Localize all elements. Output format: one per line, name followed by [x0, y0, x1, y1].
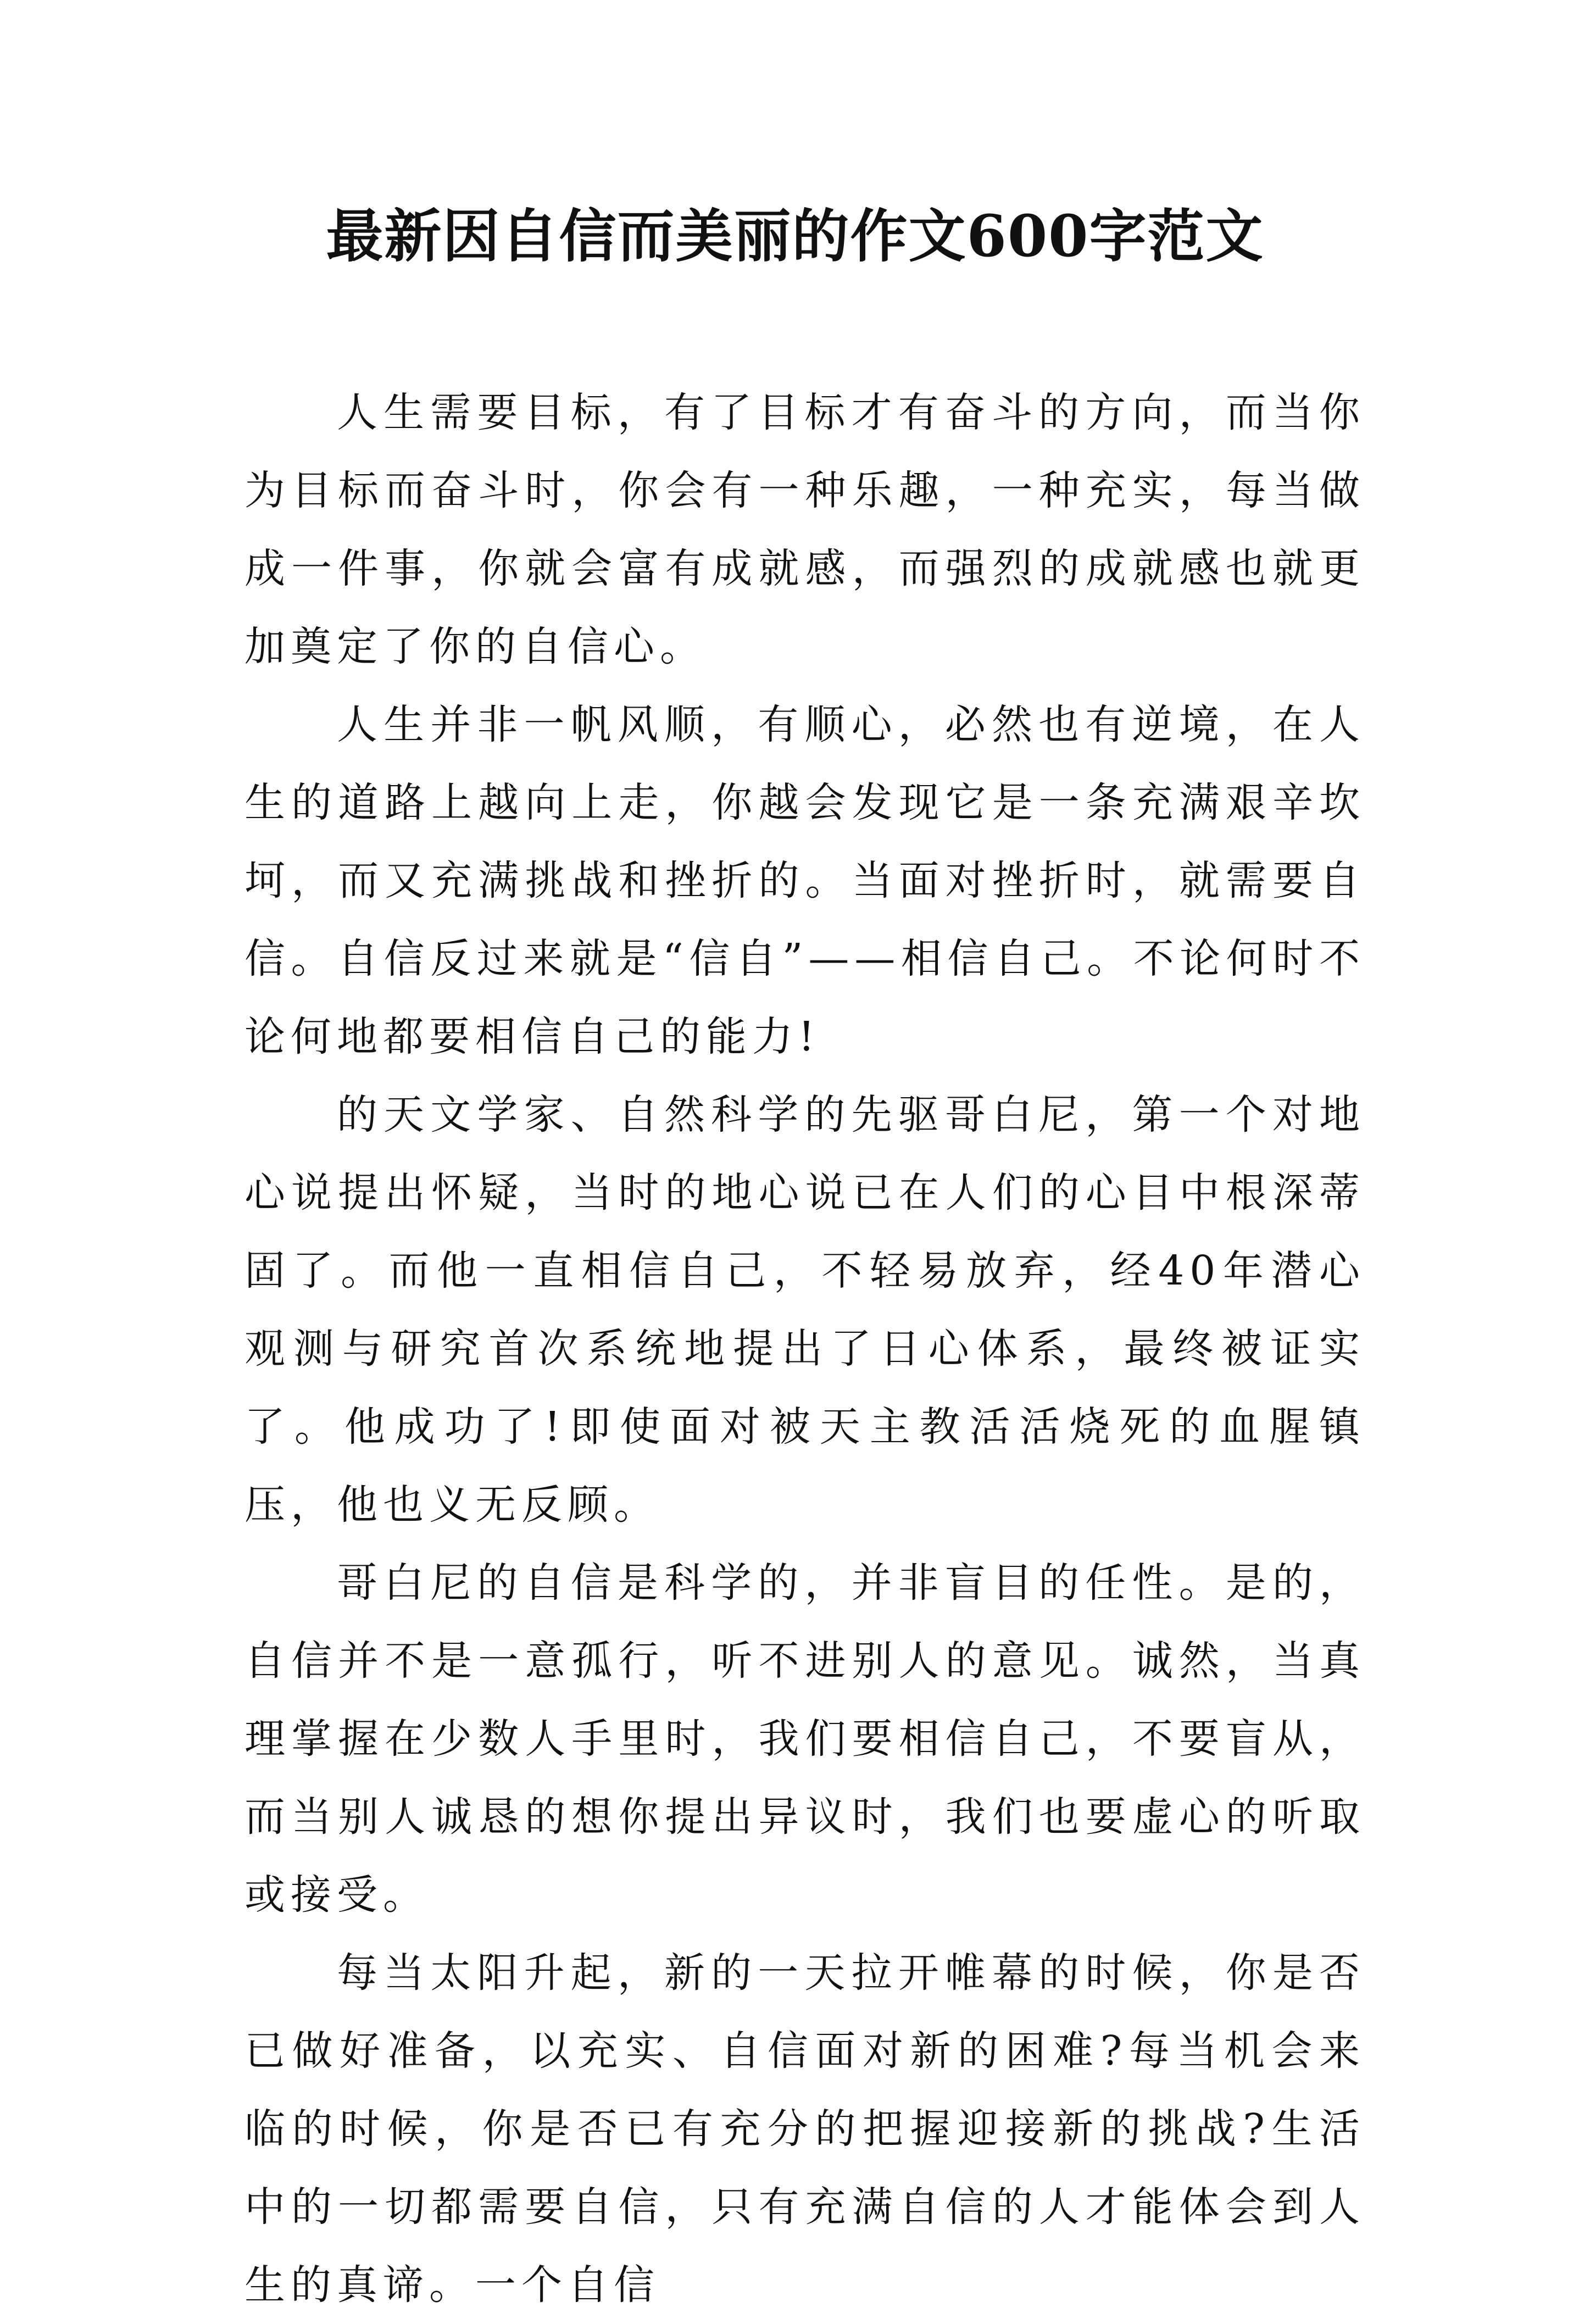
- paragraph-4: 哥白尼的自信是科学的，并非盲目的任性。是的，自信并不是一意孤行，听不进别人的意见。诚然，当真理掌握在少数人手里时，我们要相信自己，不要盲从，而当别人诚恳的想你提出异议时，我们也要虚心的听取或接受。: [244, 1559, 1365, 1919]
- paragraph-2: 人生并非一帆风顺，有顺心，必然也有逆境，在人生的道路上越向上走，你越会发现它是一条充满艰辛坎坷，而又充满挑战和挫折的。当面对挫折时，就需要自信。自信反过来就是“信自”——相信自己。不论何时不论何地都要相信自己的能力!: [244, 701, 1365, 1060]
- paragraph-5: 每当太阳升起，新的一天拉开帷幕的时候，你是否已做好准备，以充实、自信面对新的困难?每当机会来临的时候，你是否已有充分的把握迎接新的挑战?生活中的一切都需要自信，只有充满自信的人才能体会到人生的真谛。一个自信: [244, 1949, 1365, 2309]
- paragraph-1: 人生需要目标，有了目标才有奋斗的方向，而当你为目标而奋斗时，你会有一种乐趣，一种充实，每当做成一件事，你就会富有成就感，而强烈的成就感也就更加奠定了你的自信心。: [244, 389, 1365, 670]
- paragraph-3: 的天文学家、自然科学的先驱哥白尼，第一个对地心说提出怀疑，当时的地心说已在人们的心目中根深蒂固了。而他一直相信自己，不轻易放弃，经40年潜心观测与研究首次系统地提出了日心体系，最终被证实了。他成功了!即使面对被天主教活活烧死的血腥镇压，他也义无反顾。: [244, 1091, 1365, 1528]
- document-title: 最新因自信而美丽的作文600字范文: [326, 202, 1264, 270]
- document-body: [244, 374, 1365, 2324]
